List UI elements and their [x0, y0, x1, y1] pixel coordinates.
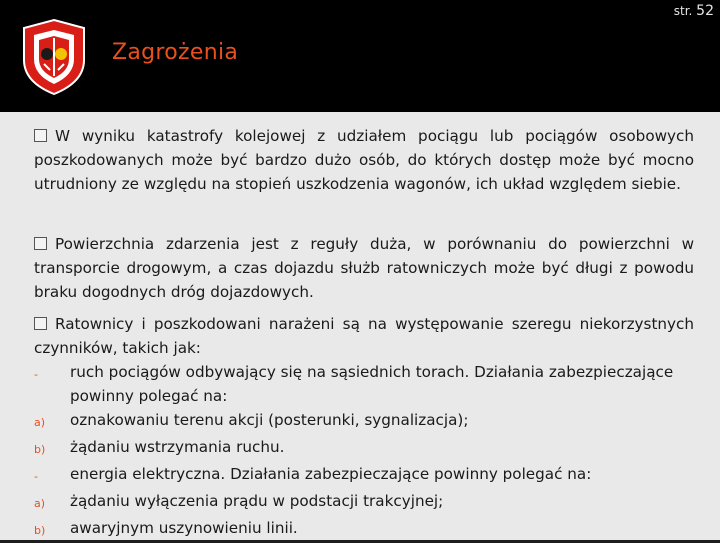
list-item [34, 360, 704, 408]
list-item-text: żądaniu wyłączenia prądu w podstacji trakcyjnej; [70, 492, 444, 510]
list-marker: b) [34, 524, 46, 537]
list-marker: b) [34, 443, 46, 456]
slide-title: Zagrożenia [112, 40, 239, 65]
list-marker: - [34, 470, 38, 483]
paragraph-2 [34, 232, 694, 304]
page-number-label: str. [673, 4, 693, 18]
page-number-value: 52 [696, 3, 714, 19]
list-item [34, 516, 704, 543]
list-item [34, 408, 704, 435]
paragraph-1-text: W wyniku katastrofy kolejowej z udziałem pociągu lub pociągów osobowych poszkodowanych może być bardzo dużo osób, do których dostęp może być mocno utrudniony ze względu na stopień uszkodzenia wagonów, ich układ względem siebie. [34, 127, 694, 193]
bullet-square-icon [34, 317, 47, 330]
list-item-text: energia elektryczna. Działania zabezpieczające powinny polegać na: [70, 465, 592, 483]
page-number [674, 3, 714, 19]
list-marker: a) [34, 416, 46, 429]
list-marker: a) [34, 497, 46, 510]
hazard-list [34, 360, 704, 543]
list-item [34, 435, 704, 462]
paragraph-3-text: Ratownicy i poszkodowani narażeni są na występowanie szeregu niekorzystnych czynników, takich jak: [34, 315, 694, 357]
list-item [34, 462, 704, 489]
list-item-text: awaryjnym uszynowieniu linii. [70, 519, 298, 537]
paragraph-2-text: Powierzchnia zdarzenia jest z reguły duża, w porównaniu do powierzchni w transporcie drogowym, a czas dojazdu służb ratowniczych może być długi z powodu braku dogodnych dróg dojazdowych. [34, 235, 694, 301]
fire-brigade-shield-logo [18, 18, 90, 96]
list-item-text: żądaniu wstrzymania ruchu. [70, 438, 285, 456]
list-item-text: ruch pociągów odbywający się na sąsiednich torach. Działania zabezpieczające powinny polegać na: [70, 363, 674, 405]
list-item [34, 489, 704, 516]
bullet-square-icon [34, 129, 47, 142]
paragraph-1 [34, 124, 694, 196]
paragraph-3 [34, 312, 694, 360]
list-marker: - [34, 368, 38, 381]
slide-content [0, 112, 720, 540]
bullet-square-icon [34, 237, 47, 250]
slide-header [0, 0, 720, 112]
list-item-text: oznakowaniu terenu akcji (posterunki, sygnalizacja); [70, 411, 469, 429]
